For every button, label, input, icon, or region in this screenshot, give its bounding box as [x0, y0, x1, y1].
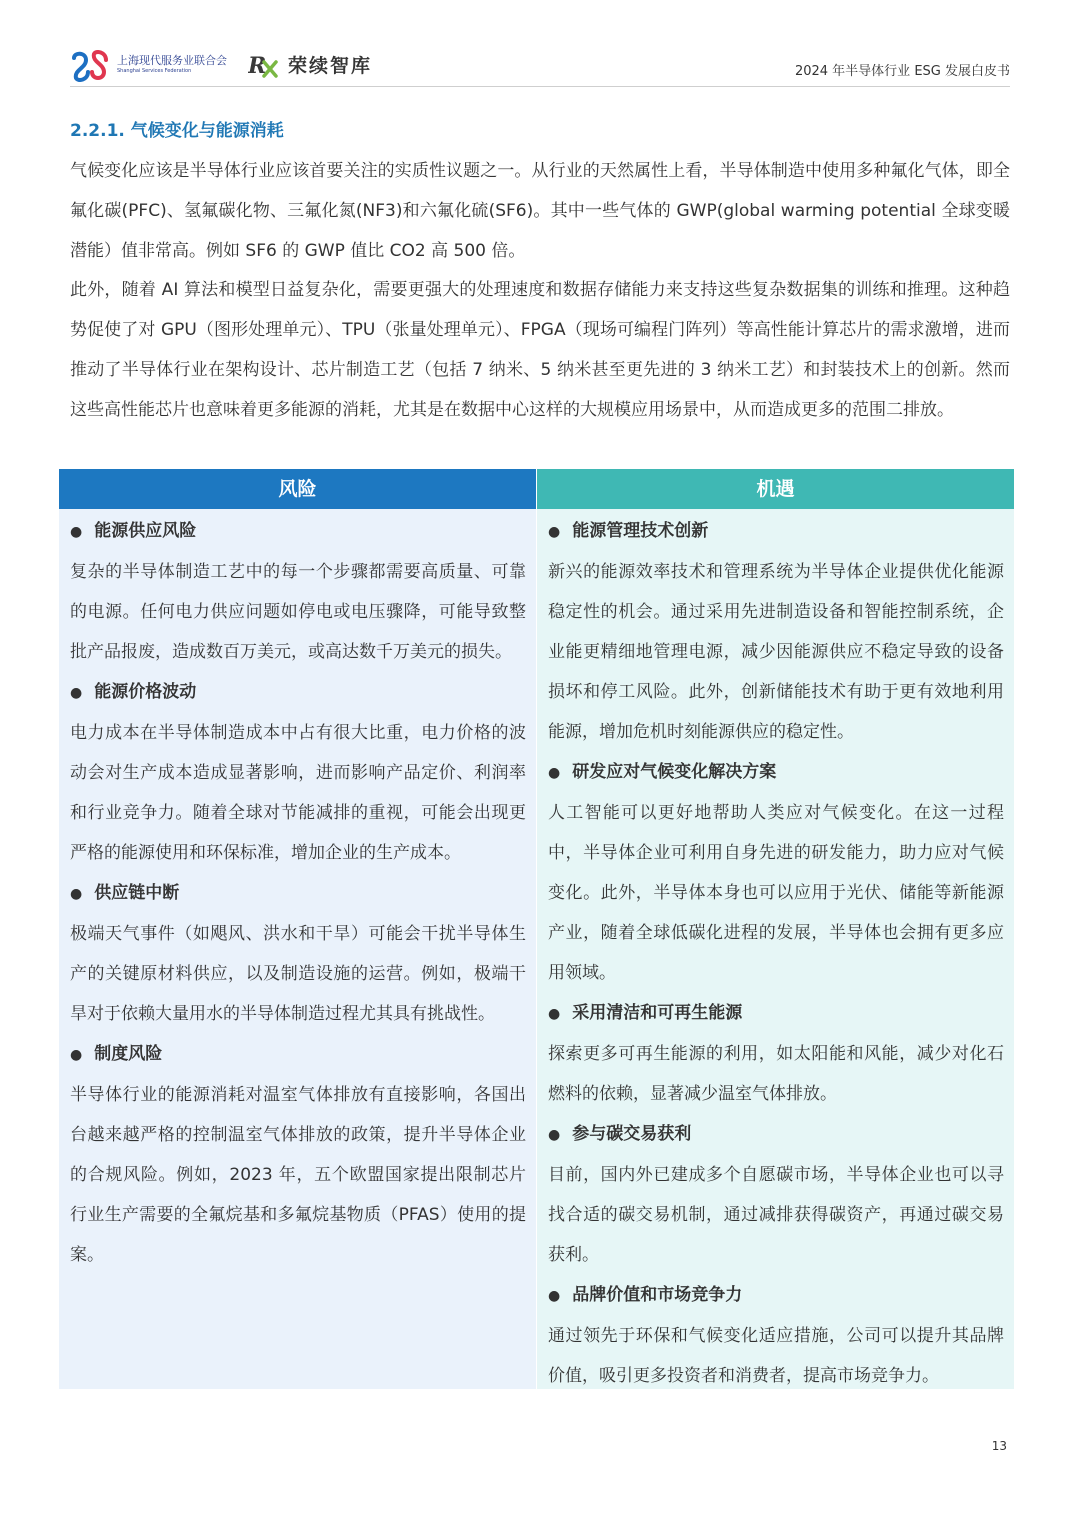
opportunity-item: [548, 993, 1004, 1114]
rx-logo-icon: [248, 52, 280, 78]
opportunity-item: [548, 1275, 1004, 1389]
opportunity-item-text: 目前，国内外已建成多个自愿碳市场，半导体企业也可以寻找合适的碳交易机制，通过减排获得碳资产，再通过碳交易获利。: [548, 1165, 1004, 1265]
opportunity-item-title: 品牌价值和市场竞争力: [572, 1285, 743, 1305]
opportunity-item-text: 探索更多可再生能源的利用，如太阳能和风能，减少对化石燃料的依赖，显著减少温室气体排放。: [548, 1044, 1004, 1104]
bullet-icon: ●: [548, 1006, 561, 1022]
risk-column: [59, 509, 536, 1389]
risk-item: [70, 672, 526, 873]
risk-item-text: 电力成本在半导体制造成本中占有很大比重，电力价格的波动会对生产成本造成显著影响，进而影响产品定价、利润率和行业竞争力。随着全球对节能减排的重视，可能会出现更严格的能源使用和环保标准，增加企业的生产成本。: [70, 723, 526, 863]
opportunity-item-title: 能源管理技术创新: [572, 521, 709, 541]
federation-name-en: Shanghai Services Federation: [117, 68, 192, 74]
svg-text:R: R: [248, 53, 267, 78]
opportunity-column: [537, 509, 1014, 1389]
bullet-icon: ●: [548, 1127, 561, 1143]
think-tank-name: 荣续智库: [288, 55, 373, 77]
risk-column-header: 风险: [59, 469, 536, 509]
opportunity-item-title: 参与碳交易获利: [572, 1124, 692, 1144]
page-header: [70, 48, 1010, 88]
risk-item-title: 供应链中断: [94, 883, 180, 903]
opportunity-item-text: 新兴的能源效率技术和管理系统为半导体企业提供优化能源稳定性的机会。通过采用先进制造设备和智能控制系统，企业能更精细地管理电源，减少因能源供应不稳定导致的设备损坏和停工风险。此外，创新储能技术有助于更有效地利用能源，增加危机时刻能源供应的稳定性。: [548, 562, 1004, 742]
risk-item-text: 极端天气事件（如飓风、洪水和干旱）可能会干扰半导体生产的关键原材料供应，以及制造设施的运营。例如，极端干旱对于依赖大量用水的半导体制造过程尤其具有挑战性。: [70, 924, 526, 1024]
opportunity-item-title: 研发应对气候变化解决方案: [572, 762, 777, 782]
risk-item-text: 半导体行业的能源消耗对温室气体排放有直接影响，各国出台越来越严格的控制温室气体排放的政策，提升半导体企业的合规风险。例如，2023 年，五个欧盟国家提出限制芯片行业生产需要的全氟烷基和多氟烷基物质（PFAS）使用的提案。: [70, 1085, 526, 1265]
page-number: 13: [991, 1439, 1007, 1453]
risk-opportunity-table: [59, 469, 1014, 1389]
bullet-icon: ●: [548, 524, 561, 540]
section-heading: 2.2.1. 气候变化与能源消耗: [70, 121, 284, 141]
risk-item: [70, 1034, 526, 1275]
federation-name-cn: 上海现代服务业联合会: [117, 54, 227, 67]
risk-item-title: 能源价格波动: [94, 682, 197, 702]
risk-item: [70, 873, 526, 1034]
opportunity-item: [548, 511, 1004, 752]
opportunity-item: [548, 1114, 1004, 1275]
opportunity-item-text: 通过领先于环保和气候变化适应措施，公司可以提升其品牌价值，吸引更多投资者和消费者，提高市场竞争力。: [548, 1326, 1004, 1386]
body-paragraph: 此外，随着 AI 算法和模型日益复杂化，需要更强大的处理速度和数据存储能力来支持这些复杂数据集的训练和推理。这种趋势促使了对 GPU（图形处理单元）、TPU（张量处理单元）、FPGA（现场可编程门阵列）等高性能计算芯片的需求激增，进而推动了半导体行业在架构设计、芯片制造工艺（包括 7 纳米、5 纳米甚至更先进的 3 纳米工艺）和封装技术上的创新。然而这些高性能芯片也意味着更多能源的消耗，尤其是在数据中心这样的大规模应用场景中，从而造成更多的范围二排放。: [70, 280, 1010, 420]
federation-name: [117, 54, 227, 75]
risk-item-title: 制度风险: [94, 1044, 163, 1064]
document-title: 2024 年半导体行业 ESG 发展白皮书: [794, 64, 1010, 79]
bullet-icon: ●: [548, 765, 561, 781]
opportunity-item: [548, 752, 1004, 993]
bullet-icon: ●: [548, 1288, 561, 1304]
body-paragraph: 气候变化应该是半导体行业应该首要关注的实质性议题之一。从行业的天然属性上看，半导体制造中使用多种氟化气体，即全氟化碳(PFC)、氢氟碳化物、三氟化氮(NF3)和六氟化硫(SF6)。其中一些气体的 GWP(global warming potential 全球变暖潜能）值非常高。例如 SF6 的 GWP 值比 CO2 高 500 倍。: [70, 161, 1010, 261]
bullet-icon: ●: [70, 886, 83, 902]
opportunity-column-header: 机遇: [537, 469, 1014, 509]
opportunity-item-text: 人工智能可以更好地帮助人类应对气候变化。在这一过程中，半导体企业可利用自身先进的研发能力，助力应对气候变化。此外，半导体本身也可以应用于光伏、储能等新能源产业，随着全球低碳化进程的发展，半导体也会拥有更多应用领域。: [548, 803, 1004, 983]
bullet-icon: ●: [70, 1047, 83, 1063]
risk-item: [70, 511, 526, 672]
risk-item-title: 能源供应风险: [94, 521, 197, 541]
header-divider: [70, 86, 1010, 87]
risk-item-text: 复杂的半导体制造工艺中的每一个步骤都需要高质量、可靠的电源。任何电力供应问题如停电或电压骤降，可能导致整批产品报废，造成数百万美元，或高达数千万美元的损失。: [70, 562, 526, 662]
opportunity-item-title: 采用清洁和可再生能源: [572, 1003, 743, 1023]
bullet-icon: ●: [70, 685, 83, 701]
federation-logo-icon: [70, 50, 110, 82]
bullet-icon: ●: [70, 524, 83, 540]
